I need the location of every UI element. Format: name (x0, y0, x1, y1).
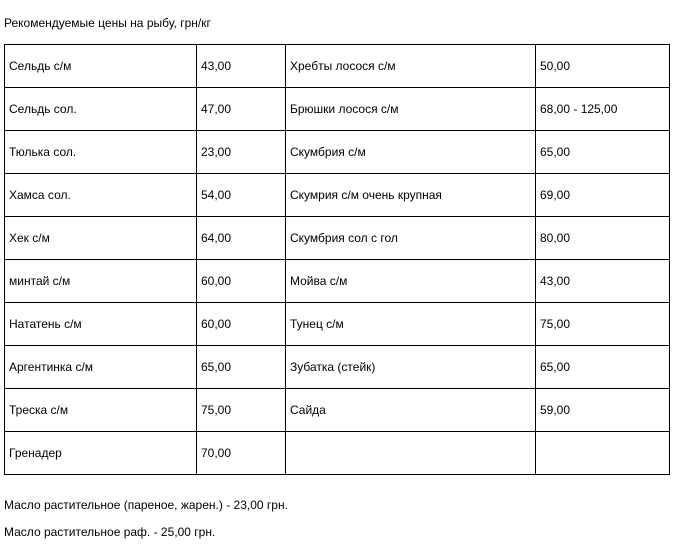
table-row (5, 217, 670, 260)
table-row (5, 389, 670, 432)
refined-oil-price-note: Масло растительное раф. - 25,00 грн. (4, 525, 216, 539)
oil-price-note: Масло растительное (пареное, жарен.) - 23,00 грн. (4, 498, 288, 512)
price-cell: 65,00 (197, 346, 286, 389)
price-cell: 43,00 (197, 45, 286, 88)
table-row (5, 303, 670, 346)
price-cell: 54,00 (197, 174, 286, 217)
price-cell: 68,00 - 125,00 (536, 88, 670, 131)
fish-name-cell: Аргентинка с/м (5, 346, 197, 389)
fish-name-cell: Хамса сол. (5, 174, 197, 217)
table-row (5, 88, 670, 131)
fish-name-cell: Хребты лосося с/м (286, 45, 536, 88)
fish-name-cell: Гренадер (5, 432, 197, 475)
price-cell: 59,00 (536, 389, 670, 432)
price-cell: 64,00 (197, 217, 286, 260)
price-cell: 23,00 (197, 131, 286, 174)
table-row (5, 45, 670, 88)
price-cell: 60,00 (197, 303, 286, 346)
table-row (5, 346, 670, 389)
fish-name-cell: Скумбрия сол с гол (286, 217, 536, 260)
price-cell: 70,00 (197, 432, 286, 475)
fish-name-cell: Сельдь сол. (5, 88, 197, 131)
price-cell: 65,00 (536, 131, 670, 174)
fish-name-cell: Тунец с/м (286, 303, 536, 346)
price-cell: 69,00 (536, 174, 670, 217)
table-row (5, 432, 670, 475)
fish-name-cell: Скумбрия с/м (286, 131, 536, 174)
price-cell: 43,00 (536, 260, 670, 303)
fish-name-cell: минтай с/м (5, 260, 197, 303)
fish-name-cell: Скумрия с/м очень крупная (286, 174, 536, 217)
table-row (5, 260, 670, 303)
fish-name-cell: Треска с/м (5, 389, 197, 432)
table-row (5, 174, 670, 217)
fish-name-cell: Нататень с/м (5, 303, 197, 346)
price-cell: 47,00 (197, 88, 286, 131)
table-row (5, 131, 670, 174)
price-table (4, 44, 670, 475)
price-cell: 75,00 (536, 303, 670, 346)
price-cell: 80,00 (536, 217, 670, 260)
price-cell: 50,00 (536, 45, 670, 88)
fish-name-cell (286, 432, 536, 475)
page-title: Рекомендуемые цены на рыбу, грн/кг (4, 16, 211, 30)
price-cell (536, 432, 670, 475)
fish-name-cell: Зубатка (стейк) (286, 346, 536, 389)
fish-name-cell: Тюлька сол. (5, 131, 197, 174)
price-cell: 60,00 (197, 260, 286, 303)
fish-name-cell: Сайда (286, 389, 536, 432)
price-cell: 75,00 (197, 389, 286, 432)
fish-name-cell: Сельдь с/м (5, 45, 197, 88)
fish-name-cell: Брюшки лосося с/м (286, 88, 536, 131)
price-cell: 65,00 (536, 346, 670, 389)
fish-name-cell: Хек с/м (5, 217, 197, 260)
fish-name-cell: Мойва с/м (286, 260, 536, 303)
